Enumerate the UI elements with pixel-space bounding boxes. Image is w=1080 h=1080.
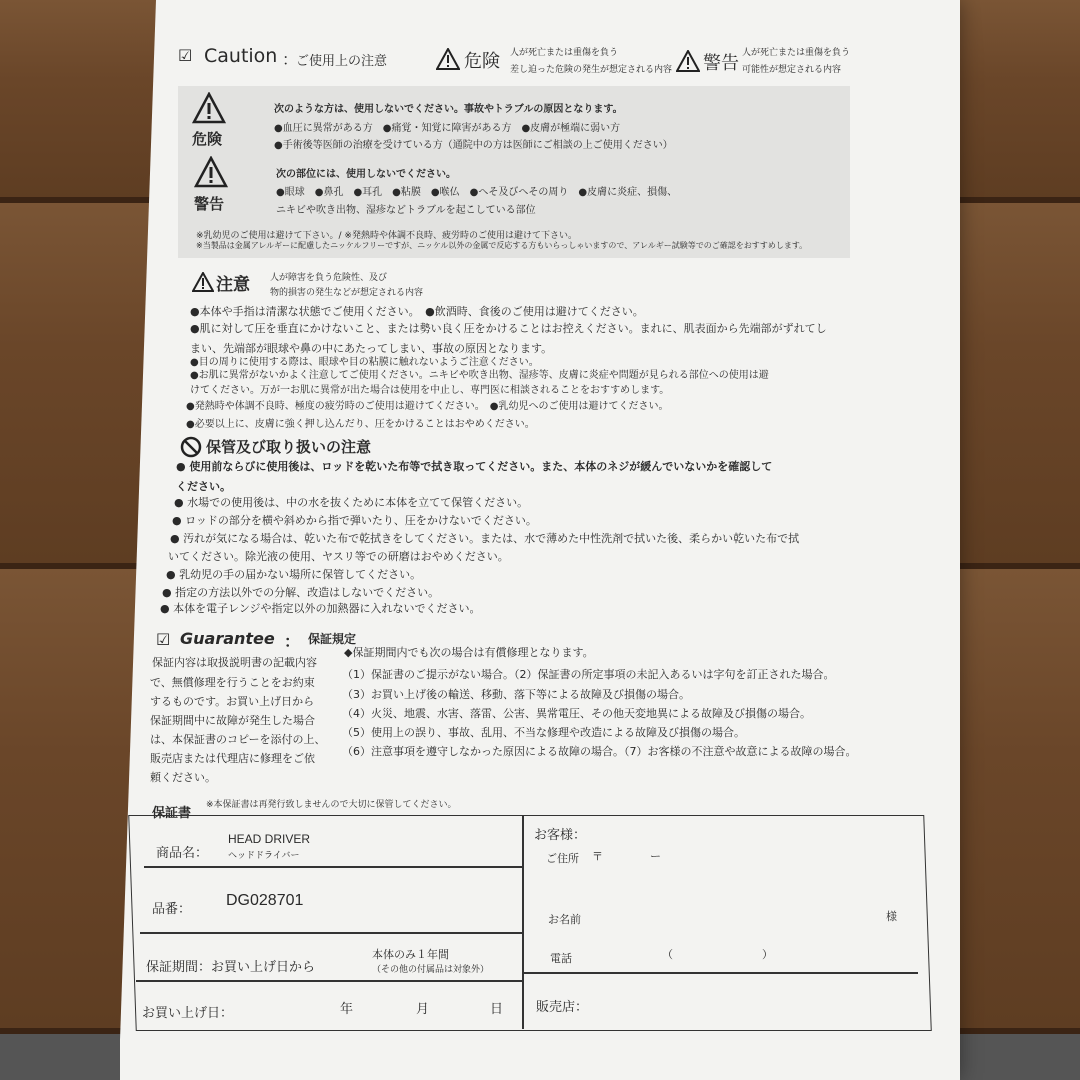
number-label: 品番： — [152, 902, 192, 917]
box-warning-label: 警告 — [194, 195, 225, 213]
guarantee-check-icon: ☑ — [156, 630, 171, 649]
year-label: 年 — [340, 1002, 354, 1017]
list-item: ● 水場での使用後は、中の水を抜くために本体を立てて保管ください。 — [174, 496, 529, 509]
chui-desc1: 人が障害を負う危険性、及び — [270, 273, 388, 283]
header-danger-label: 危険 — [464, 51, 500, 72]
list-item: ● 使用前ならびに使用後は、ロッドを乾いた布等で拭き取ってください。また、本体のネジが緩んでいないかを確認して — [176, 460, 773, 473]
phone-label: 電話 — [550, 952, 572, 965]
divider — [522, 815, 524, 1029]
caution-subtitle: ご使用上の注意 — [296, 54, 388, 69]
text-line: は、本保証書のコピーを添付の上、 — [150, 733, 326, 746]
header-warning-desc2: 可能性が想定される内容 — [742, 65, 842, 75]
box-danger-heading: 次のような方は、使用しないでください。事故やトラブルの原因となります。 — [274, 104, 623, 115]
period-label: 保証期間：お買い上げ日から — [146, 960, 316, 975]
month-label: 月 — [416, 1002, 430, 1017]
box-warning-line1: ●眼球 ●鼻孔 ●耳孔 ●粘膜 ●喉仏 ●へそ及びへその周り ●皮膚に炎症、損傷、 — [276, 187, 678, 198]
list-item: ● 本体を電子レンジや指定以外の加熱器に入れないでください。 — [160, 602, 481, 615]
list-item: いてください。除光液の使用、ヤスリ等での研磨はおやめください。 — [168, 550, 509, 563]
divider — [140, 932, 522, 934]
box-warning-icon — [194, 156, 228, 188]
postal-dash: ー — [650, 850, 661, 863]
caution-colon: ： — [282, 50, 299, 69]
list-item: ●お肌に異常がないかよく注意してご使用ください。ニキビや吹き出物、湿疹等、皮膚に炎症や問題が見られる部位への使用は避 — [190, 370, 769, 381]
header-warning-desc1: 人が死亡または重傷を負う — [742, 48, 851, 58]
warning-triangle-icon — [676, 50, 700, 72]
storage-title: 保管及び取り扱いの注意 — [206, 438, 372, 456]
guarantee-right-heading: ◆保証期間内でも次の場合は有償修理となります。 — [344, 646, 594, 659]
box-note2: ※当製品は金属アレルギーに配慮したニッケルフリーですが、ニッケル以外の金属で反応する方もいらっしゃいますので、アレルギー試験等でのご確認をおすすめします。 — [196, 241, 808, 250]
number-value: DG028701 — [226, 892, 304, 909]
text-line: 保証内容は取扱説明書の記載内容 — [152, 656, 317, 669]
purchase-label: お買い上げ日： — [142, 1006, 234, 1021]
divider — [522, 972, 918, 974]
box-danger-label: 危険 — [192, 130, 223, 148]
list-item: ●肌に対して圧を垂直にかけないこと、または勢い良く圧をかけることはお控えください。まれに、肌表面から先端部がずれてし — [190, 322, 827, 335]
list-item: ●必要以上に、皮膚に強く押し込んだり、圧をかけることはおやめください。 — [186, 419, 535, 430]
header-danger-desc1: 人が死亡または重傷を負う — [510, 48, 619, 58]
day-label: 日 — [490, 1002, 504, 1017]
list-item: ●目の周りに使用する際は、眼球や目の粘膜に触れないようご注意ください。 — [190, 357, 539, 368]
list-item: ● 指定の方法以外での分解、改造はしないでください。 — [162, 586, 440, 599]
warranty-note: ※本保証書は再発行致しませんので大切に保管してください。 — [206, 800, 457, 810]
customer-label: お客様： — [534, 828, 587, 843]
list-item: ください。 — [176, 480, 231, 493]
period-note: （その他の付属品は対象外） — [372, 965, 490, 975]
product-kana: ヘッドドライバー — [228, 851, 300, 861]
list-item: ●発熱時や体調不良時、極度の疲労時のご使用は避けてください。 ●乳幼児へのご使用は避けてください。 — [186, 401, 669, 412]
list-item: （1）保証書のご提示がない場合。（2）保証書の所定事項の未記入あるいは字句を訂正された場合。 — [342, 668, 835, 681]
header-danger-desc2: 差し迫った危険の発生が想定される内容 — [510, 65, 673, 75]
list-item: （4）火災、地震、水害、落雷、公害、異常電圧、その他天変地異による故障及び損傷の場合。 — [342, 707, 811, 720]
header-warning-label: 警告 — [703, 53, 739, 74]
shop-label: 販売店： — [536, 1000, 589, 1015]
phone-paren-close: ） — [762, 948, 773, 961]
list-item: ●本体や手指は清潔な状態でご使用ください。 ●飲酒時、食後のご使用は避けてください。 — [190, 305, 644, 318]
prohibited-icon — [180, 436, 202, 458]
name-label: お名前 — [548, 913, 581, 926]
divider — [144, 866, 522, 868]
box-danger-line2: ●手術後等医師の治療を受けている方（通院中の方は医師にご相談の上ご使用ください） — [274, 140, 673, 151]
caution-title: Caution — [204, 45, 278, 67]
danger-warning-icon — [436, 48, 460, 70]
postal-mark: 〒 — [592, 850, 603, 863]
list-item: ● 汚れが気になる場合は、乾いた布で乾拭きをしてください。または、水で薄めた中性洗剤で拭いた後、柔らかい乾いた布で拭 — [170, 532, 800, 545]
warranty-title: 保証書 — [152, 806, 192, 821]
phone-paren-open: （ — [662, 948, 673, 961]
chui-desc2: 物的損害の発生などが想定される内容 — [270, 288, 424, 298]
list-item: まい、先端部が眼球や鼻の中にあたってしまい、事故の原因となります。 — [190, 342, 553, 355]
caution-check-icon: ☑ — [178, 46, 193, 65]
period-value: 本体のみ１年間 — [372, 948, 449, 961]
text-line: で、無償修理を行うことをお約束 — [150, 676, 315, 689]
box-danger-icon — [192, 92, 226, 124]
list-item: （3）お買い上げ後の輸送、移動、落下等による故障及び損傷の場合。 — [342, 688, 690, 701]
honorific: 様 — [886, 910, 897, 923]
box-warning-line2: ニキビや吹き出物、湿疹などトラブルを起こしている部位 — [276, 205, 536, 216]
text-line: 保証期間中に故障が発生した場合 — [150, 714, 315, 727]
product-name: HEAD DRIVER — [228, 832, 311, 846]
address-label: ご住所 — [546, 852, 579, 865]
list-item: ● ロッドの部分を横や斜めから指で弾いたり、圧をかけないでください。 — [172, 514, 537, 527]
text-line: するものです。お買い上げ日から — [150, 695, 315, 708]
text-line: 頼ください。 — [150, 771, 216, 784]
product-label: 商品名： — [156, 846, 209, 861]
chui-warning-icon — [192, 272, 214, 292]
list-item: （6）注意事項を遵守しなかった原因による故障の場合。（7）お客様の不注意や故意による故障の場合。 — [342, 745, 857, 758]
box-note1: ※乳幼児のご使用は避けて下さい。/ ※発熱時や体調不良時、疲労時のご使用は避けて下さい。 — [196, 231, 577, 241]
chui-title: 注意 — [216, 275, 250, 295]
divider — [136, 980, 522, 982]
guarantee-title: Guarantee — [180, 629, 275, 648]
guarantee-subtitle: 保証規定 — [308, 632, 357, 646]
box-warning-heading: 次の部位には、使用しないでください。 — [276, 169, 456, 180]
guarantee-colon: ： — [284, 632, 301, 651]
list-item: （5）使用上の誤り、事故、乱用、不当な修理や改造による故障及び損傷の場合。 — [342, 726, 745, 739]
list-item: けてください。万が一お肌に異常が出た場合は使用を中止し、専門医に相談されることをおすすめします。 — [190, 385, 670, 396]
text-line: 販売店または代理店に修理をご依 — [150, 752, 315, 765]
list-item: ● 乳幼児の手の届かない場所に保管してください。 — [166, 568, 422, 581]
box-danger-line1: ●血圧に異常がある方 ●痛覚・知覚に障害がある方 ●皮膚が極端に弱い方 — [274, 123, 621, 134]
